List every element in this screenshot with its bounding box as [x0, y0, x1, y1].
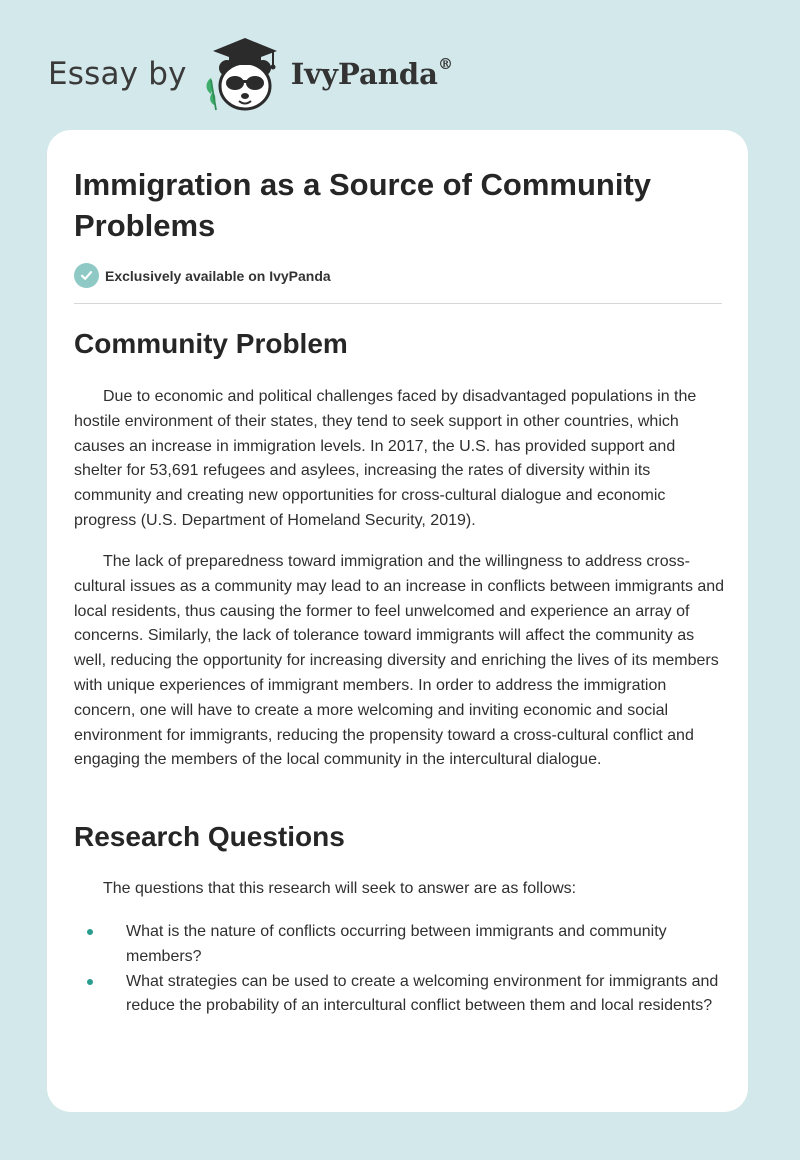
- registered-mark: ®: [437, 55, 453, 74]
- brand-name[interactable]: [291, 57, 453, 91]
- bullet-icon: [87, 929, 93, 935]
- exclusive-badge: [74, 263, 331, 288]
- section-heading-community-problem: Community Problem: [74, 328, 348, 359]
- question-text: What is the nature of conflicts occurring between immigrants and community members?: [126, 923, 667, 965]
- essay-card: [47, 130, 748, 1112]
- research-questions-list: [74, 920, 726, 1019]
- panda-logo-icon[interactable]: [201, 34, 285, 114]
- paragraph: Due to economic and political challenges faced by disadvantaged populations in the hostile environment of their states, they tend to seek support in other countries, which causes an increase in immigration levels. In 2017, the U.S. has provided support and shelter for 53,691 refugees and asylees, increasing the rates of diversity within its community and creating new opportunities for cross-cultural dialogue and economic progress (U.S. Department of Homeland Security, 2019).: [74, 388, 697, 529]
- list-item: [74, 970, 726, 1020]
- paragraph: The lack of preparedness toward immigration and the willingness to address cross-cultural issues as a community may lead to an increase in conflicts between immigrants and local residents, thus causing the former to feel unwelcomed and experience an array of concerns. Similarly, the lack of tolerance toward immigrants will affect the community as well, reducing the opportunity for increasing diversity and enriching the lives of its members with unique experiences of immigrant members. In order to address the immigration concern, one will have to create a more welcoming and inviting economic and social environment for immigrants, reducing the propensity toward a cross-cultural conflict and engaging the members of the local community in the intercultural dialogue.: [74, 553, 725, 769]
- bullet-icon: [87, 979, 93, 985]
- list-item: [74, 920, 726, 970]
- check-circle-icon: [74, 263, 99, 288]
- brand-header: [48, 34, 453, 114]
- section-heading-research-questions: Research Questions: [74, 821, 345, 852]
- title-divider: [74, 303, 722, 304]
- brand-name-text: IvyPanda: [290, 57, 438, 91]
- research-intro: The questions that this research will seek to answer are as follows:: [103, 880, 577, 897]
- brand-prefix: Essay by: [48, 56, 187, 92]
- essay-title: Immigration as a Source of Community Problems: [74, 167, 652, 243]
- badge-text: Exclusively available on IvyPanda: [105, 267, 331, 284]
- question-text: What strategies can be used to create a welcoming environment for immigrants and reduce the probability of an intercultural conflict between them and local residents?: [126, 972, 719, 1015]
